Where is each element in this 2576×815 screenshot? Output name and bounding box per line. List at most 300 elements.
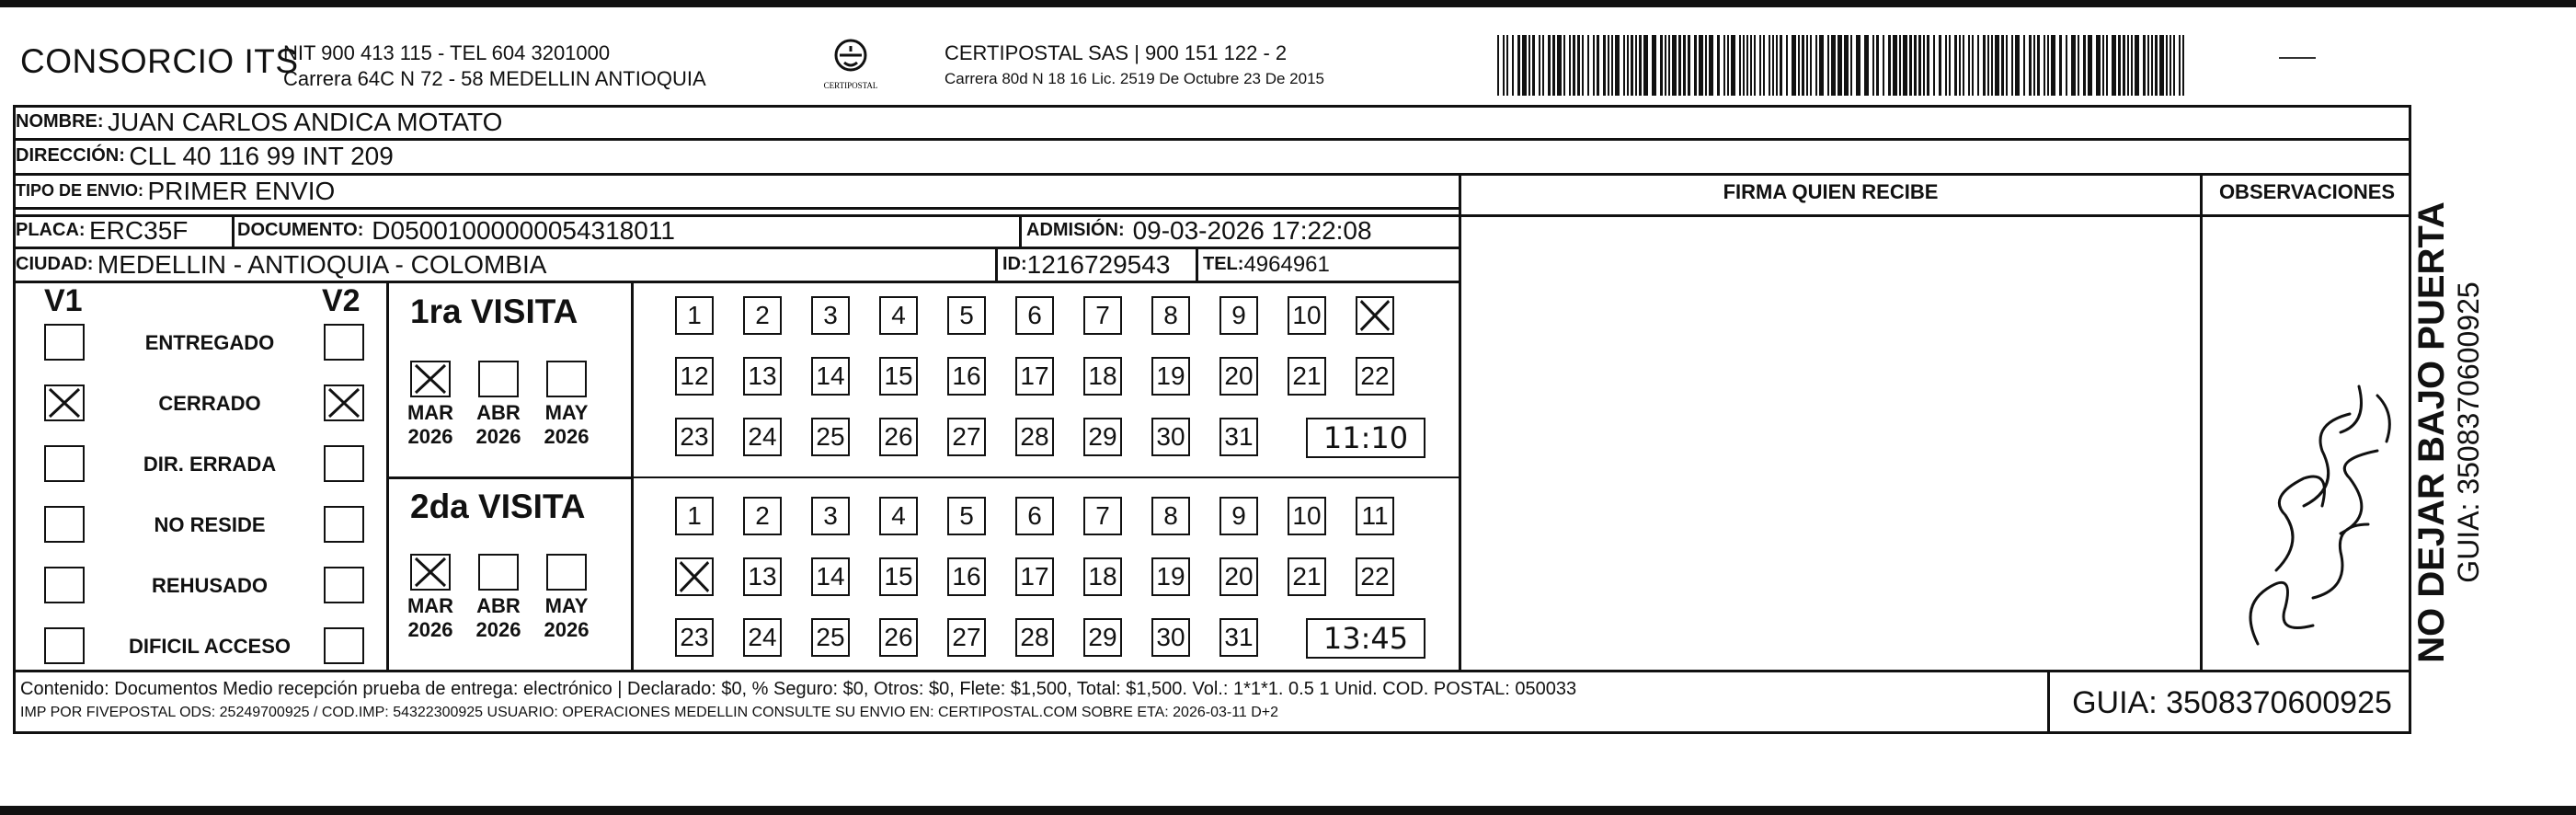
barcode-bar	[1872, 35, 1874, 96]
barcode-bar	[1983, 35, 1986, 96]
visit2-month-label	[469, 594, 528, 642]
barcode-bar	[1623, 35, 1625, 96]
tel-value: 4964961	[1243, 251, 1330, 277]
visit2-day[interactable]: 23	[675, 618, 714, 657]
visit1-day[interactable]: 12	[675, 357, 714, 396]
divider	[631, 281, 634, 670]
v2-checkbox[interactable]	[324, 445, 364, 482]
visit2-month-label	[537, 594, 596, 642]
barcode-bar	[1552, 35, 1555, 96]
barcode-bar	[2179, 35, 2181, 96]
ciudad-label: CIUDAD:	[16, 254, 94, 274]
barcode-bar	[1727, 35, 1729, 96]
footer-line2: IMP POR FIVEPOSTAL ODS: 25249700925 / COD.IMP: 54322300925 USUARIO: OPERACIONES MEDELLIN CONSULTE SU ENVIO EN: CERTIPOSTAL.COM SOBRE ETA: 2026-03-11 D+2	[20, 705, 1279, 720]
barcode-bar	[2088, 35, 2092, 96]
visit1-day[interactable]: 19	[1151, 357, 1190, 396]
v1-header: V1	[44, 283, 83, 318]
nombre-label: NOMBRE:	[16, 111, 104, 132]
visit2-day[interactable]: 8	[1151, 497, 1190, 535]
v2-checkbox[interactable]	[324, 385, 364, 421]
visit1-day[interactable]: 27	[947, 418, 986, 456]
barcode-bar	[1497, 35, 1499, 96]
barcode-bar	[1678, 35, 1681, 96]
visit2-day[interactable]: 29	[1083, 618, 1122, 657]
month-name: ABR	[476, 594, 521, 617]
barcode-bar	[1517, 35, 1520, 96]
barcode-bar	[1850, 35, 1852, 96]
barcode-bar	[1954, 35, 1957, 96]
visit1-day[interactable]: 13	[743, 357, 782, 396]
barcode-bar	[1968, 35, 1970, 96]
tipo-value: PRIMER ENVIO	[147, 176, 336, 205]
footer-guia: GUIA: 3508370600925	[2047, 672, 2414, 734]
visit1-day[interactable]: 10	[1288, 296, 1326, 335]
barcode-bar	[1786, 35, 1788, 96]
status-label: DIFICIL ACCESO	[128, 635, 291, 658]
tipo-label: TIPO DE ENVIO:	[16, 181, 144, 200]
barcode-bar	[1665, 35, 1666, 96]
visit2-day[interactable]: 20	[1219, 557, 1258, 596]
visit1-day[interactable]: 3	[811, 296, 850, 335]
ciudad-value: MEDELLIN - ANTIOQUIA - COLOMBIA	[97, 249, 547, 279]
visit2-day[interactable]: 26	[879, 618, 918, 657]
barcode-bar	[2083, 35, 2086, 96]
visit2-day[interactable]: 28	[1015, 618, 1054, 657]
id-label: ID:	[1002, 254, 1027, 274]
visit1-day[interactable]: 28	[1015, 418, 1054, 456]
handwritten-signature	[2203, 294, 2411, 662]
barcode-bar	[1643, 35, 1648, 96]
certipostal-logo	[809, 35, 892, 99]
visit1-day[interactable]: 31	[1219, 418, 1258, 456]
barcode-bar	[1949, 35, 1951, 96]
barcode-bar	[1933, 35, 1935, 96]
direccion-value: CLL 40 116 99 INT 209	[129, 141, 394, 170]
barcode-bar	[2155, 35, 2158, 96]
barcode-bar	[2078, 35, 2079, 96]
visit1-day[interactable]: 22	[1356, 357, 1394, 396]
certipostal-line: CERTIPOSTAL SAS | 900 151 122 - 2	[945, 41, 1288, 64]
visit2-day[interactable]: 18	[1083, 557, 1122, 596]
scan-mark	[2279, 57, 2316, 59]
barcode-bar	[1639, 35, 1642, 96]
status-label: REHUSADO	[152, 574, 268, 597]
status-label: DIR. ERRADA	[143, 453, 277, 476]
visit1-day[interactable]	[1356, 296, 1394, 335]
documento-row	[237, 214, 675, 247]
barcode-bar	[1987, 35, 1989, 96]
visit1-day[interactable]: 23	[675, 418, 714, 456]
nit-line: NIT 900 413 115 - TEL 604 3201000	[283, 41, 611, 64]
barcode-bar	[1810, 35, 1812, 96]
divider	[13, 173, 2411, 176]
visit2-day[interactable]: 2	[743, 497, 782, 535]
barcode-bar	[1959, 35, 1961, 96]
divider	[386, 281, 389, 670]
nombre-row	[16, 106, 502, 138]
visit1-day[interactable]: 4	[879, 296, 918, 335]
admision-label: ADMISIÓN:	[1026, 220, 1125, 240]
barcode-bar	[1838, 35, 1842, 96]
barcode-bar	[1893, 35, 1897, 96]
visit1-day[interactable]: 5	[947, 296, 986, 335]
visit2-month-checkbox[interactable]	[478, 554, 519, 591]
barcode-bar	[2112, 35, 2116, 96]
barcode-bar	[1844, 35, 1849, 96]
visit2-day[interactable]: 1	[675, 497, 714, 535]
barcode-bar	[1945, 35, 1947, 96]
tel-row	[1203, 248, 1330, 281]
visit2-day[interactable]: 10	[1288, 497, 1326, 535]
barcode-bar	[1503, 35, 1505, 96]
visit1-month-label	[537, 401, 596, 449]
barcode-bar	[2047, 35, 2049, 96]
barcode-bar	[1597, 35, 1599, 96]
visit1-title: 1ra VISITA	[410, 293, 578, 330]
barcode-bar	[1548, 35, 1551, 96]
visit2-day[interactable]: 7	[1083, 497, 1122, 535]
visit1-day[interactable]: 21	[1288, 357, 1326, 396]
barcode-bar	[2182, 35, 2184, 96]
barcode-bar	[2033, 35, 2035, 96]
barcode-bar	[1759, 35, 1761, 96]
barcode-bar	[1512, 35, 1514, 96]
visit2-day[interactable]: 22	[1356, 557, 1394, 596]
barcode-bar	[1888, 35, 1891, 96]
visit2-day[interactable]: 27	[947, 618, 986, 657]
divider	[631, 476, 1459, 478]
month-name: ABR	[476, 401, 521, 424]
barcode-bar	[1557, 35, 1562, 96]
visit2-day[interactable]: 30	[1151, 618, 1190, 657]
barcode-bar	[1798, 35, 1800, 96]
visit2-month-checkbox[interactable]	[410, 554, 451, 591]
divider	[1019, 214, 1022, 247]
visit1-day[interactable]: 9	[1219, 296, 1258, 335]
ciudad-row	[16, 248, 546, 281]
barcode-bar	[2131, 35, 2133, 96]
visit1-day[interactable]: 16	[947, 357, 986, 396]
documento-label: DOCUMENTO:	[237, 220, 364, 240]
v1-checkbox[interactable]	[44, 385, 85, 421]
barcode-bar	[1815, 35, 1817, 96]
barcode-bar	[1660, 35, 1663, 96]
month-year: 2026	[475, 618, 521, 641]
barcode-bar	[1611, 35, 1613, 96]
barcode-bar	[2066, 35, 2067, 96]
v2-checkbox[interactable]	[324, 627, 364, 664]
divider	[386, 476, 631, 479]
v1-checkbox[interactable]	[44, 567, 85, 603]
placa-row	[16, 214, 188, 247]
barcode-bar	[1883, 35, 1884, 96]
barcode-bar	[2023, 35, 2025, 96]
barcode-bar	[1827, 35, 1829, 96]
barcode-bar	[1539, 35, 1540, 96]
barcode-bar	[1615, 35, 1620, 96]
barcode-bar	[1763, 35, 1765, 96]
barcode-bar	[1780, 35, 1782, 96]
side-warning: NO DEJAR BAJO PUERTA	[2411, 201, 2452, 663]
v2-checkbox[interactable]	[324, 567, 364, 603]
top-border	[0, 0, 2576, 7]
barcode-bar	[1927, 35, 1929, 96]
barcode-bar	[1923, 35, 1925, 96]
barcode-bar	[1582, 35, 1584, 96]
barcode-bar	[1652, 35, 1656, 96]
month-year: 2026	[544, 618, 590, 641]
visit1-month-checkbox[interactable]	[546, 361, 587, 397]
company-address: Carrera 64C N 72 - 58 MEDELLIN ANTIOQUIA	[283, 67, 706, 90]
placa-label: PLACA:	[16, 220, 86, 240]
visit2-day[interactable]: 9	[1219, 497, 1258, 535]
month-year: 2026	[475, 425, 521, 448]
barcode-bar	[1972, 35, 1974, 96]
barcode-bar	[1577, 35, 1580, 96]
divider	[995, 247, 998, 281]
visit2-month-checkbox[interactable]	[546, 554, 587, 591]
visit1-day[interactable]: 1	[675, 296, 714, 335]
barcode-bar	[1563, 35, 1565, 96]
visit2-day[interactable]: 3	[811, 497, 850, 535]
barcode-bar	[1569, 35, 1571, 96]
barcode-bar	[1593, 35, 1595, 96]
barcode-bar	[1635, 35, 1637, 96]
visit1-day[interactable]: 2	[743, 296, 782, 335]
visit1-month-checkbox[interactable]	[410, 361, 451, 397]
barcode-bar	[1694, 35, 1697, 96]
barcode-bar	[1603, 35, 1606, 96]
barcode-bar	[1668, 35, 1670, 96]
admision-row	[1026, 214, 1372, 247]
barcode-bar	[2015, 35, 2020, 96]
barcode-bar	[1739, 35, 1741, 96]
v2-checkbox[interactable]	[324, 324, 364, 361]
barcode-bar	[1627, 35, 1629, 96]
month-name: MAR	[406, 401, 454, 424]
month-year: 2026	[544, 425, 590, 448]
barcode-bar	[1918, 35, 1921, 96]
barcode-bar	[1705, 35, 1707, 96]
barcode-bar	[1977, 35, 1979, 96]
visit2-day[interactable]: 14	[811, 557, 850, 596]
barcode-bar	[2151, 35, 2153, 96]
visit1-month-checkbox[interactable]	[478, 361, 519, 397]
barcode-bar	[1672, 35, 1677, 96]
direccion-row	[16, 140, 394, 172]
visit1-day[interactable]: 6	[1015, 296, 1054, 335]
visit2-title: 2da VISITA	[410, 488, 586, 525]
visit1-day[interactable]: 17	[1015, 357, 1054, 396]
visit1-day[interactable]: 30	[1151, 418, 1190, 456]
barcode-bar	[2096, 35, 2101, 96]
month-name: MAY	[544, 401, 589, 424]
side-guia: GUIA: 3508370600925	[2452, 281, 2485, 583]
visit2-day[interactable]: 25	[811, 618, 850, 657]
tel-label: TEL:	[1203, 254, 1244, 274]
month-name: MAY	[544, 594, 589, 617]
certipostal-info	[945, 40, 1324, 92]
barcode-bar	[1743, 35, 1745, 96]
barcode-bar	[1876, 35, 1879, 96]
nombre-value: JUAN CARLOS ANDICA MOTATO	[108, 107, 503, 136]
barcode-bar	[2106, 35, 2108, 96]
divider	[1459, 173, 1461, 670]
barcode-bar	[2123, 35, 2125, 96]
tipo-row	[16, 175, 335, 207]
barcode-bar	[2037, 35, 2040, 96]
visit2-month-label	[401, 594, 460, 642]
visit1-day[interactable]: 7	[1083, 296, 1122, 335]
visit2-day[interactable]: 31	[1219, 618, 1258, 657]
id-row	[1002, 248, 1170, 281]
barcode-bar	[2044, 35, 2045, 96]
barcode-bar	[1963, 35, 1964, 96]
barcode-bar	[1769, 35, 1770, 96]
visit2-day[interactable]: 11	[1356, 497, 1394, 535]
v1-checkbox[interactable]	[44, 506, 85, 543]
visit2-day[interactable]: 19	[1151, 557, 1190, 596]
firma-header: FIRMA QUIEN RECIBE	[1723, 180, 1939, 203]
visit1-day[interactable]: 15	[879, 357, 918, 396]
barcode-bar	[2127, 35, 2129, 96]
barcode-bar	[1856, 35, 1860, 96]
barcode-bar	[1699, 35, 1703, 96]
barcode-bar	[1831, 35, 1836, 96]
v1-checkbox[interactable]	[44, 445, 85, 482]
barcode-bar	[2071, 35, 2076, 96]
visit1-day[interactable]: 20	[1219, 357, 1258, 396]
barcode-bar	[1723, 35, 1725, 96]
barcode-bar	[2170, 35, 2171, 96]
barcode-bar	[2011, 35, 2013, 96]
barcode-bar	[2006, 35, 2008, 96]
barcode-bar	[1506, 35, 1508, 96]
month-year: 2026	[407, 618, 453, 641]
v2-checkbox[interactable]	[324, 506, 364, 543]
visit1-day[interactable]: 24	[743, 418, 782, 456]
barcode-bar	[1683, 35, 1686, 96]
barcode-bar	[1914, 35, 1917, 96]
visit2-day[interactable]: 5	[947, 497, 986, 535]
visit2-day[interactable]: 24	[743, 618, 782, 657]
barcode-bar	[1717, 35, 1720, 96]
barcode-bar	[2166, 35, 2168, 96]
visit1-month-label	[469, 401, 528, 449]
divider	[232, 214, 235, 247]
visit1-month-label	[401, 401, 460, 449]
divider	[13, 281, 1459, 283]
visit2-day[interactable]: 16	[947, 557, 986, 596]
visit1-day[interactable]: 18	[1083, 357, 1122, 396]
barcode-bar	[2029, 35, 2032, 96]
barcode-bar	[1631, 35, 1633, 96]
id-value: 1216729543	[1026, 249, 1171, 279]
barcode-bar	[2059, 35, 2062, 96]
barcode-bar	[1573, 35, 1575, 96]
status-label: ENTREGADO	[144, 331, 275, 354]
barcode-bar	[2102, 35, 2104, 96]
barcode-bar	[2173, 35, 2175, 96]
visit1-day[interactable]: 8	[1151, 296, 1190, 335]
admision-value: 09-03-2026 17:22:08	[1132, 215, 1372, 245]
visit1-day[interactable]: 26	[879, 418, 918, 456]
barcode-bar	[1688, 35, 1690, 96]
barcode-bar	[1532, 35, 1535, 96]
documento-value: D05001000000054318011	[372, 215, 675, 245]
barcode-bar	[1909, 35, 1912, 96]
bottom-border	[0, 806, 2576, 815]
barcode-bar	[1746, 35, 1748, 96]
status-label: NO RESIDE	[154, 513, 266, 536]
barcode-bar	[1819, 35, 1824, 96]
barcode-bar	[2051, 35, 2055, 96]
visit2-day[interactable]: 13	[743, 557, 782, 596]
barcode-bar	[1806, 35, 1808, 96]
barcode-bar	[2159, 35, 2164, 96]
barcode-bar	[2001, 35, 2004, 96]
certipostal-address: Carrera 80d N 18 16 Lic. 2519 De Octubre 23 De 2015	[945, 70, 1324, 87]
visit1-day[interactable]: 25	[811, 418, 850, 456]
barcode-bar	[2118, 35, 2121, 96]
company-info	[283, 40, 706, 92]
barcode-bar	[1903, 35, 1907, 96]
direccion-label: DIRECCIÓN:	[16, 145, 125, 166]
barcode-bar	[2147, 35, 2149, 96]
visit2-day[interactable]	[675, 557, 714, 596]
observaciones-header: OBSERVACIONES	[2218, 180, 2396, 203]
logo-text: CERTIPOSTAL	[823, 81, 878, 90]
barcode-bar	[1528, 35, 1530, 96]
visit2-time: 13:45	[1306, 618, 1425, 659]
month-name: MAR	[406, 594, 454, 617]
visit2-day[interactable]: 21	[1288, 557, 1326, 596]
barcode-bar	[1802, 35, 1804, 96]
barcode-bar	[1754, 35, 1756, 96]
visit2-day[interactable]: 17	[1015, 557, 1054, 596]
barcode-bar	[1709, 35, 1713, 96]
v1-checkbox[interactable]	[44, 627, 85, 664]
placa-value: ERC35F	[89, 215, 189, 245]
barcode-bar	[1587, 35, 1589, 96]
divider	[13, 207, 1459, 210]
company-name: CONSORCIO ITS	[20, 42, 299, 80]
footer-line1: Contenido: Documentos Medio recepción prueba de entrega: electrónico | Declarado: $0, % Seguro: $0, Otros: $0, Flete: $1,500, Total: $1,500. Vol.: 1*1*1. 0.5 1 Unid. COD. POSTAL: 050033	[20, 679, 1577, 699]
visit2-day[interactable]: 6	[1015, 497, 1054, 535]
status-label: CERRADO	[158, 392, 261, 415]
barcode-bar	[1991, 35, 1993, 96]
barcode-bar	[1522, 35, 1527, 96]
barcode-bar	[2135, 35, 2139, 96]
visit1-time: 11:10	[1306, 418, 1425, 458]
barcode	[1497, 35, 2187, 96]
footer-text	[20, 677, 1576, 725]
visit2-day[interactable]: 4	[879, 497, 918, 535]
visit2-day[interactable]: 15	[879, 557, 918, 596]
v2-header: V2	[322, 283, 361, 318]
visit1-day[interactable]: 14	[811, 357, 850, 396]
barcode-bar	[1864, 35, 1869, 96]
month-year: 2026	[407, 425, 453, 448]
barcode-bar	[1939, 35, 1941, 96]
v1-checkbox[interactable]	[44, 324, 85, 361]
barcode-bar	[2143, 35, 2146, 96]
barcode-bar	[1542, 35, 1544, 96]
barcode-bar	[1750, 35, 1752, 96]
side-text	[2411, 129, 2485, 736]
visit1-day[interactable]: 29	[1083, 418, 1122, 456]
barcode-bar	[1899, 35, 1901, 96]
